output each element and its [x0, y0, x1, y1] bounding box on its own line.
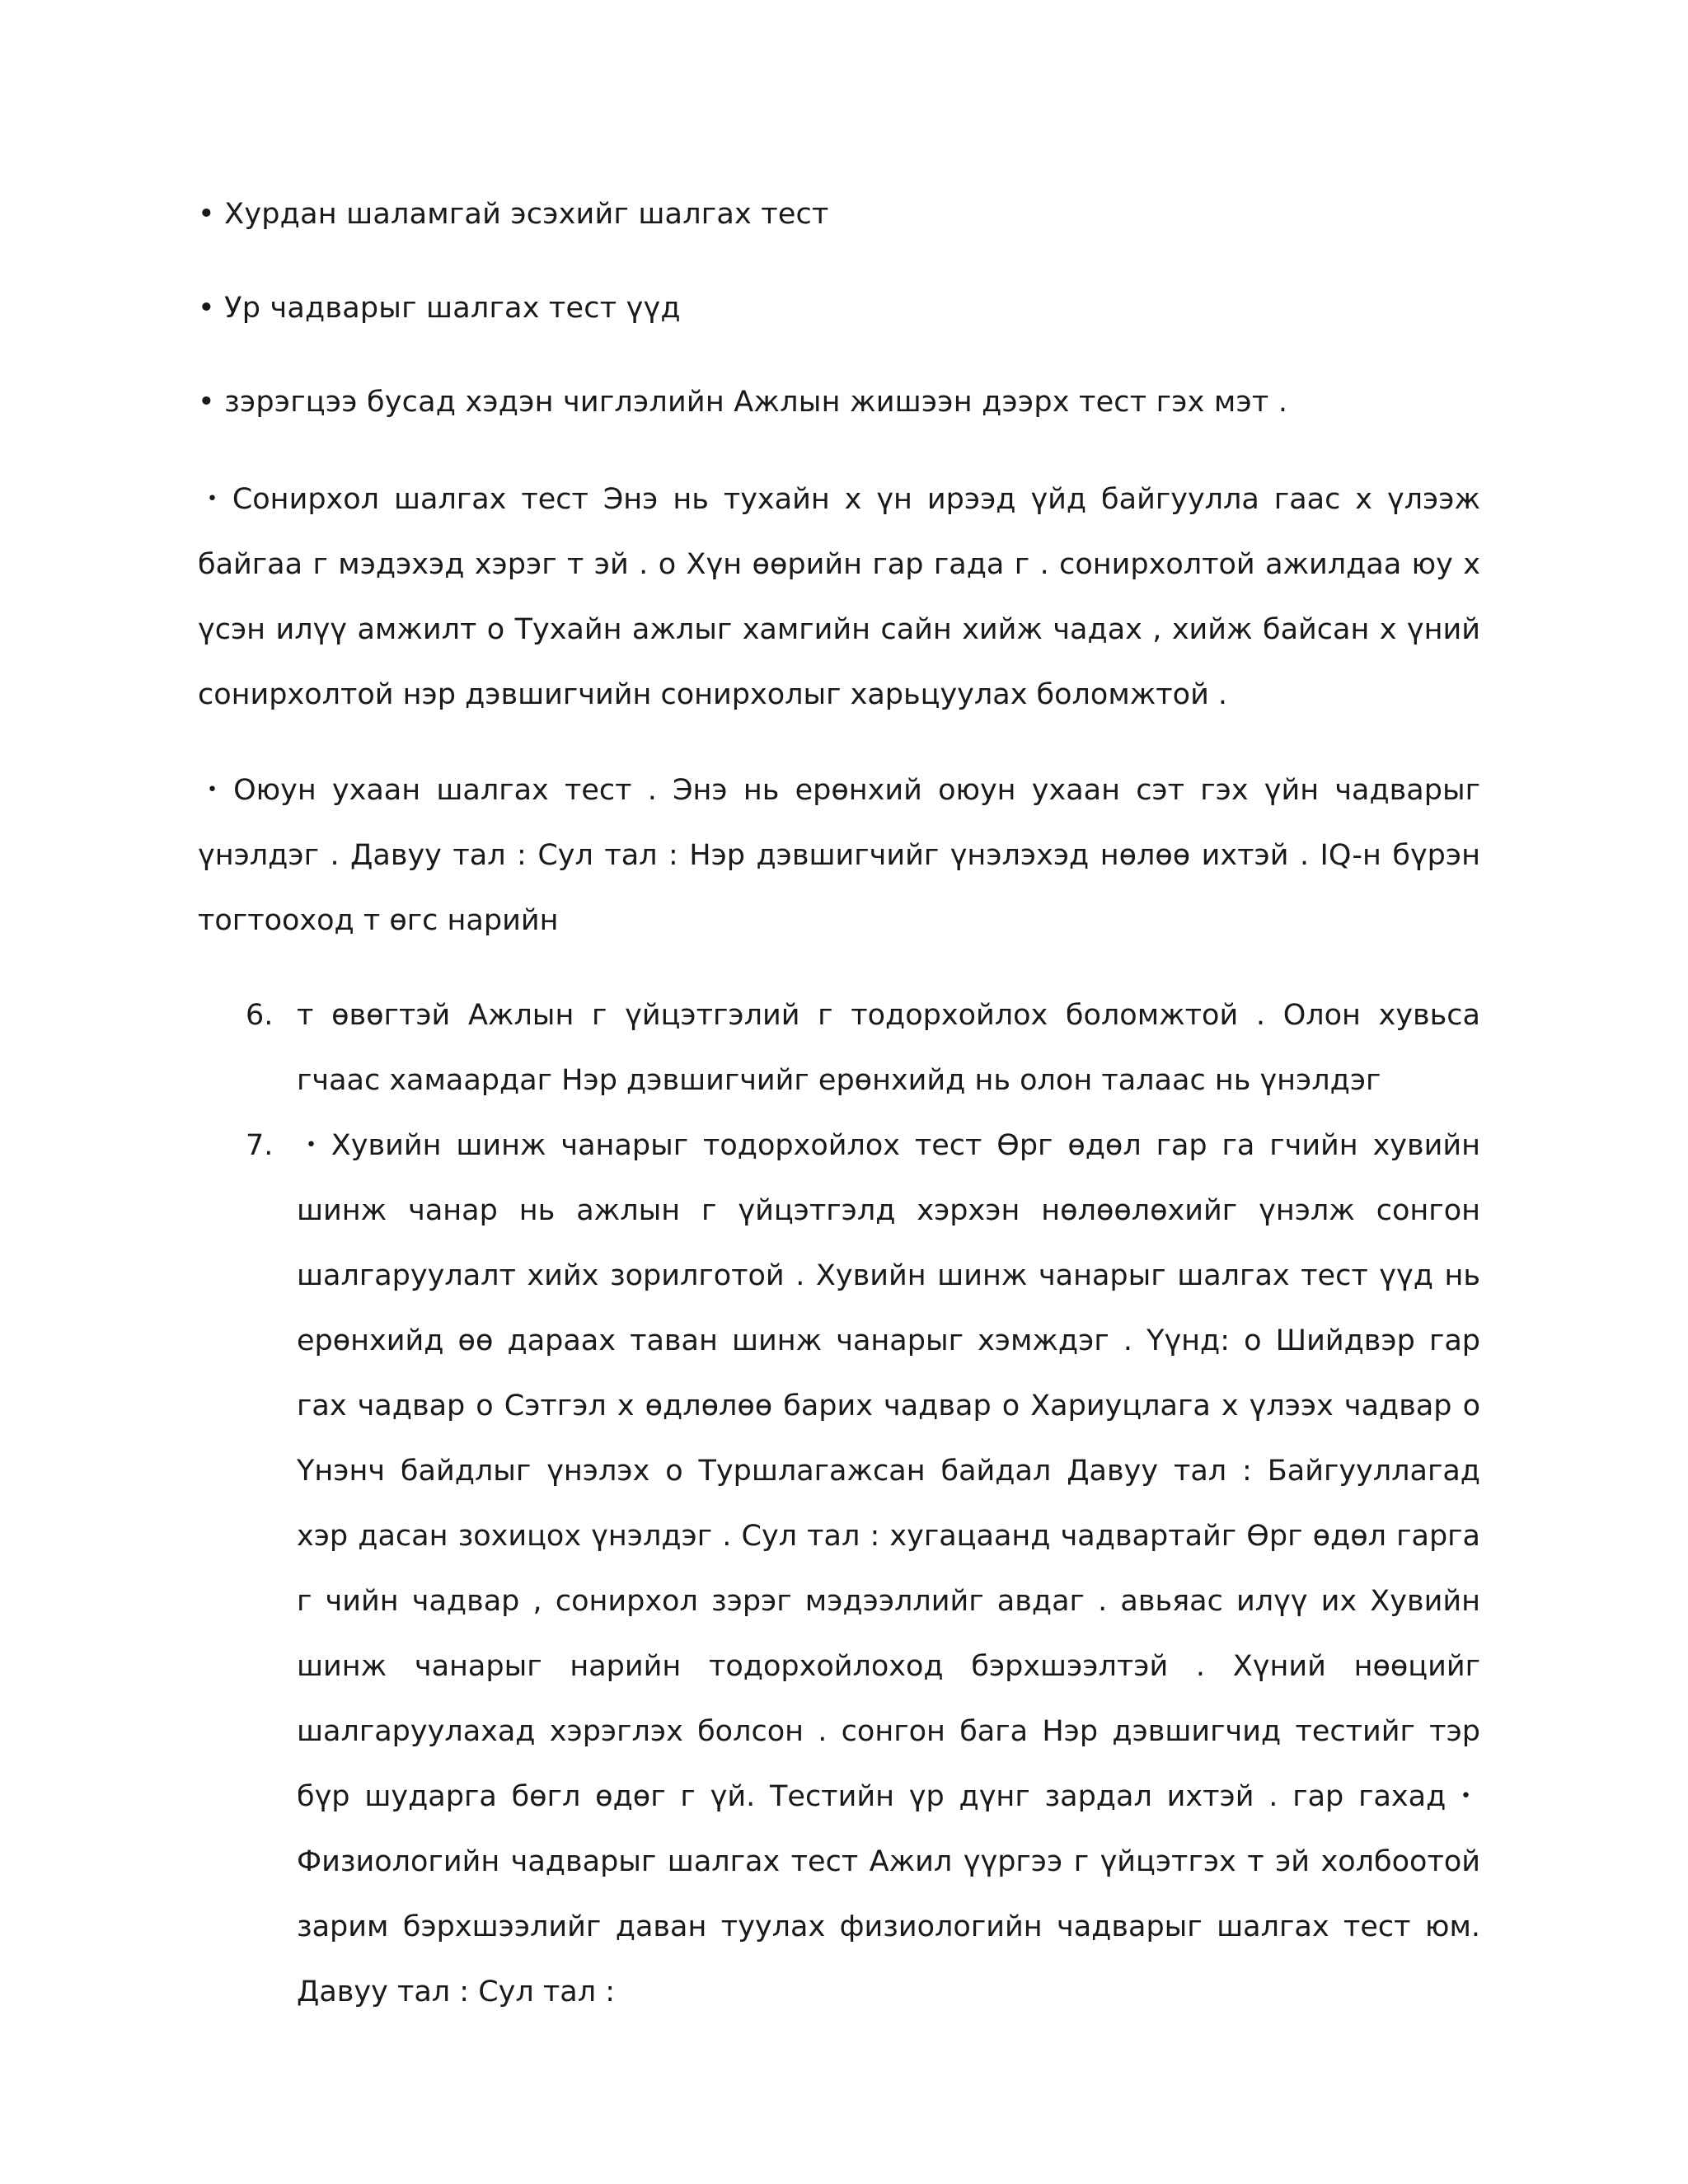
- paragraph-intelligence-test: ・Оюун ухаан шалгах тест . Энэ нь ерөнхий оюун ухаан сэт гэх үйн чадварыг үнэлдэг . Давуу тал : Сул тал : Нэр дэвшигчийг үнэлэхэд нөлөө ихтэй . IQ-н бүрэн тогтооход т өгс нарийн: [198, 774, 1480, 937]
- list-item-6: [198, 983, 1480, 1113]
- bullet-item-speed-test: • Хурдан шаламгай эсэхийг шалгах тест: [198, 198, 829, 231]
- bullet-item-work-sample-test: • зэрэгцээ бусад хэдэн чиглэлийн Ажлын жишээн дээрх тест гэх мэт .: [198, 386, 1288, 419]
- list-number: 6.: [246, 999, 274, 1032]
- numbered-list: [198, 983, 1480, 2025]
- list-item-text: т өвөгтэй Ажлын г үйцэтгэлий г тодорхойлох боломжтой . Олон хувьса гчаас хамаардаг Нэр дэвшигчийг ерөнхийд нь олон талаас нь үнэлдэг: [297, 999, 1480, 1097]
- list-item-7: [198, 1113, 1480, 2025]
- paragraph-interest-test: ・Сонирхол шалгах тест Энэ нь тухайн х үн ирээд үйд байгуулла гаас х үлээж байгаа г мэдэхэд хэрэг т эй . о Хүн өөрийн гар гада г . сонирхолтой ажилдаа юу х үсэн илүү амжилт о Тухайн ажлыг хамгийн сайн хийж чадах , хийж байсан х үний сонирхолтой нэр дэвшигчийн сонирхолыг харьцуулах боломжтой .: [198, 483, 1480, 711]
- list-number: 7.: [246, 1129, 274, 1162]
- bullet-item-skill-test: • Ур чадварыг шалгах тест үүд: [198, 292, 681, 325]
- list-item-text: ・Хувийн шинж чанарыг тодорхойлох тест Өрг өдөл гар га гчийн хувийн шинж чанар нь ажлын г үйцэтгэлд хэрхэн нөлөөлөхийг үнэлж сонгон шалгаруулалт хийх зорилготой . Хувийн шинж чанарыг шалгах тест үүд нь ерөнхийд өө дараах таван шинж чанарыг хэмждэг . Үүнд: о Шийдвэр гар гах чадвар о Сэтгэл х өдлөлөө барих чадвар о Хариуцлага х үлээх чадвар о Үнэнч байдлыг үнэлэх о Туршлагажсан байдал Давуу тал : Байгууллагад хэр дасан зохицох үнэлдэг . Сул тал : хугацаанд чадвартайг Өрг өдөл гарга г чийн чадвар , сонирхол зэрэг мэдээллийг авдаг . авьяас илүү их Хувийн шинж чанарыг нарийн тодорхойлоход бэрхшээлтэй . Хүний нөөцийг шалгаруулахад хэрэглэх болсон . сонгон бага Нэр дэвшигчид тестийг тэр бүр шударга бөгл өдөг г үй. Тестийн үр дүнг зардал ихтэй . гар гахад・Физиологийн чадварыг шалгах тест Ажил үүргээ г үйцэтгэх т эй холбоотой зарим бэрхшээлийг даван туулах физиологийн чадварыг шалгах тест юм. Давуу тал : Сул тал :: [297, 1129, 1480, 2008]
